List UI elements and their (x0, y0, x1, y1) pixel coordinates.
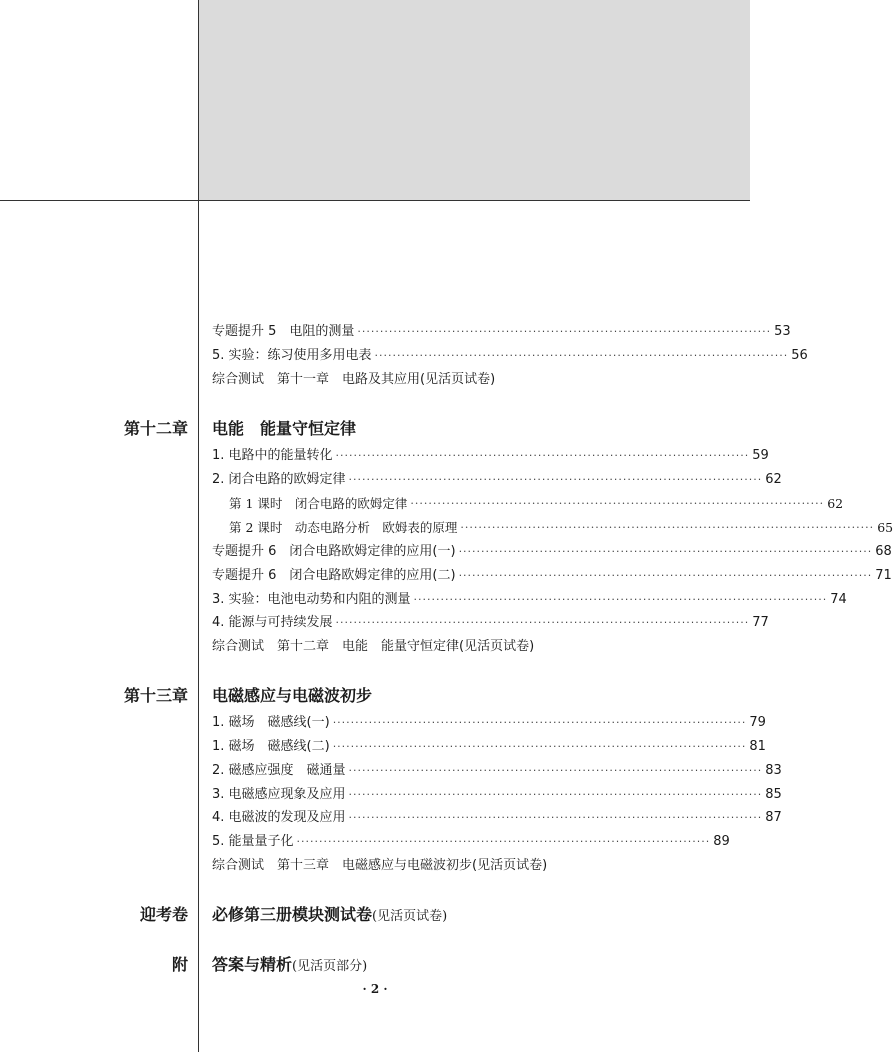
leader-dots: ···························································································· (458, 569, 873, 582)
leader-dots: ···························································································· (357, 325, 772, 338)
entry-title: 2. 磁感应强度 磁通量 (212, 763, 346, 778)
leader-dots: ···························································································· (335, 616, 750, 629)
toc-entry[interactable] (212, 736, 766, 758)
entry-page: 77 (752, 615, 769, 630)
leader-dots: ···························································································· (413, 593, 828, 606)
entry-page: 83 (765, 763, 782, 778)
chapter-test-entry[interactable]: 综合测试 第十三章 电磁感应与电磁波初步(见活页试卷) (212, 858, 548, 873)
leader-dots: ···························································································· (332, 740, 747, 753)
entry-title: 专题提升 6 闭合电路欧姆定律的应用(二) (212, 568, 456, 583)
toc-entry[interactable] (212, 445, 769, 467)
chapter-label: 第十三章 (123, 686, 188, 705)
entry-page: 53 (774, 324, 791, 339)
toc-entry[interactable] (212, 565, 892, 587)
chapter-label: 第十二章 (123, 419, 188, 438)
toc-entry[interactable] (212, 321, 791, 343)
entry-page: 65 (877, 520, 893, 535)
entry-title: 4. 能源与可持续发展 (212, 615, 333, 630)
appendix-label: 附 (171, 955, 188, 974)
entry-page: 87 (765, 810, 782, 825)
exam-label: 迎考卷 (139, 905, 188, 924)
toc-entry[interactable] (212, 831, 730, 853)
toc-entry[interactable] (212, 784, 782, 806)
entry-page: 68 (875, 544, 892, 559)
entry-title: 5. 能量量子化 (212, 834, 294, 849)
entry-title: 5. 实验：练习使用多用电表 (212, 348, 372, 363)
toc-entry[interactable] (212, 345, 808, 367)
entry-title: 1. 磁场 磁感线(二) (212, 739, 330, 754)
exam-entry[interactable] (212, 903, 447, 929)
entry-page: 62 (765, 472, 782, 487)
entry-title: 1. 电路中的能量转化 (212, 448, 333, 463)
entry-page: 85 (765, 787, 782, 802)
entry-title: 4. 电磁波的发现及应用 (212, 810, 346, 825)
leader-dots: ···························································································· (410, 497, 825, 510)
entry-page: 79 (749, 715, 766, 730)
toc-subentry[interactable] (229, 517, 893, 539)
leader-dots: ···························································································· (460, 521, 875, 534)
toc-subentry[interactable] (229, 493, 844, 515)
chapter-test-entry[interactable]: 综合测试 第十一章 电路及其应用(见活页试卷) (212, 372, 496, 387)
leader-dots: ···························································································· (296, 835, 711, 848)
toc-entry[interactable] (212, 760, 782, 782)
toc-entry[interactable] (212, 807, 782, 829)
chapter-title[interactable]: 电磁感应与电磁波初步 (212, 686, 373, 705)
leader-dots: ···························································································· (348, 764, 763, 777)
leader-dots: ···························································································· (458, 545, 873, 558)
entry-title: 3. 电磁感应现象及应用 (212, 787, 346, 802)
margin-rule (198, 0, 199, 1052)
page-number: · 2 · (362, 982, 388, 996)
toc-entry[interactable] (212, 589, 847, 611)
chapter-title[interactable]: 电能 能量守恒定律 (212, 419, 357, 438)
appendix-entry[interactable] (212, 953, 367, 979)
entry-page: 89 (713, 834, 730, 849)
leader-dots: ···························································································· (335, 449, 750, 462)
entry-page: 71 (875, 568, 892, 583)
entry-title: 第 2 课时 动态电路分析 欧姆表的原理 (229, 520, 458, 535)
chapter-test-entry[interactable]: 综合测试 第十二章 电能 能量守恒定律(见活页试卷) (212, 639, 535, 654)
header-gray-block (199, 0, 750, 201)
header-rule (0, 200, 750, 201)
appendix-title: 答案与精析 (212, 955, 293, 974)
entry-title: 专题提升 5 电阻的测量 (212, 324, 355, 339)
entry-title: 1. 磁场 磁感线(一) (212, 715, 330, 730)
exam-note: (见活页试卷) (372, 909, 448, 924)
entry-page: 74 (830, 592, 847, 607)
toc-entry[interactable] (212, 469, 782, 491)
entry-title: 专题提升 6 闭合电路欧姆定律的应用(一) (212, 544, 456, 559)
appendix-note: (见活页部分) (292, 959, 368, 974)
toc-entry[interactable] (212, 541, 892, 563)
toc-entry[interactable] (212, 612, 769, 634)
entry-page: 62 (827, 496, 844, 511)
leader-dots: ···························································································· (332, 716, 747, 729)
entry-title: 第 1 课时 闭合电路的欧姆定律 (229, 496, 408, 511)
entry-title: 2. 闭合电路的欧姆定律 (212, 472, 346, 487)
exam-title: 必修第三册模块测试卷 (212, 905, 373, 924)
entry-title: 3. 实验：电池电动势和内阻的测量 (212, 592, 411, 607)
entry-page: 81 (749, 739, 766, 754)
leader-dots: ···························································································· (348, 788, 763, 801)
leader-dots: ···························································································· (348, 473, 763, 486)
leader-dots: ···························································································· (348, 811, 763, 824)
entry-page: 56 (791, 348, 808, 363)
leader-dots: ···························································································· (374, 349, 789, 362)
entry-page: 59 (752, 448, 769, 463)
toc-entry[interactable] (212, 712, 766, 734)
